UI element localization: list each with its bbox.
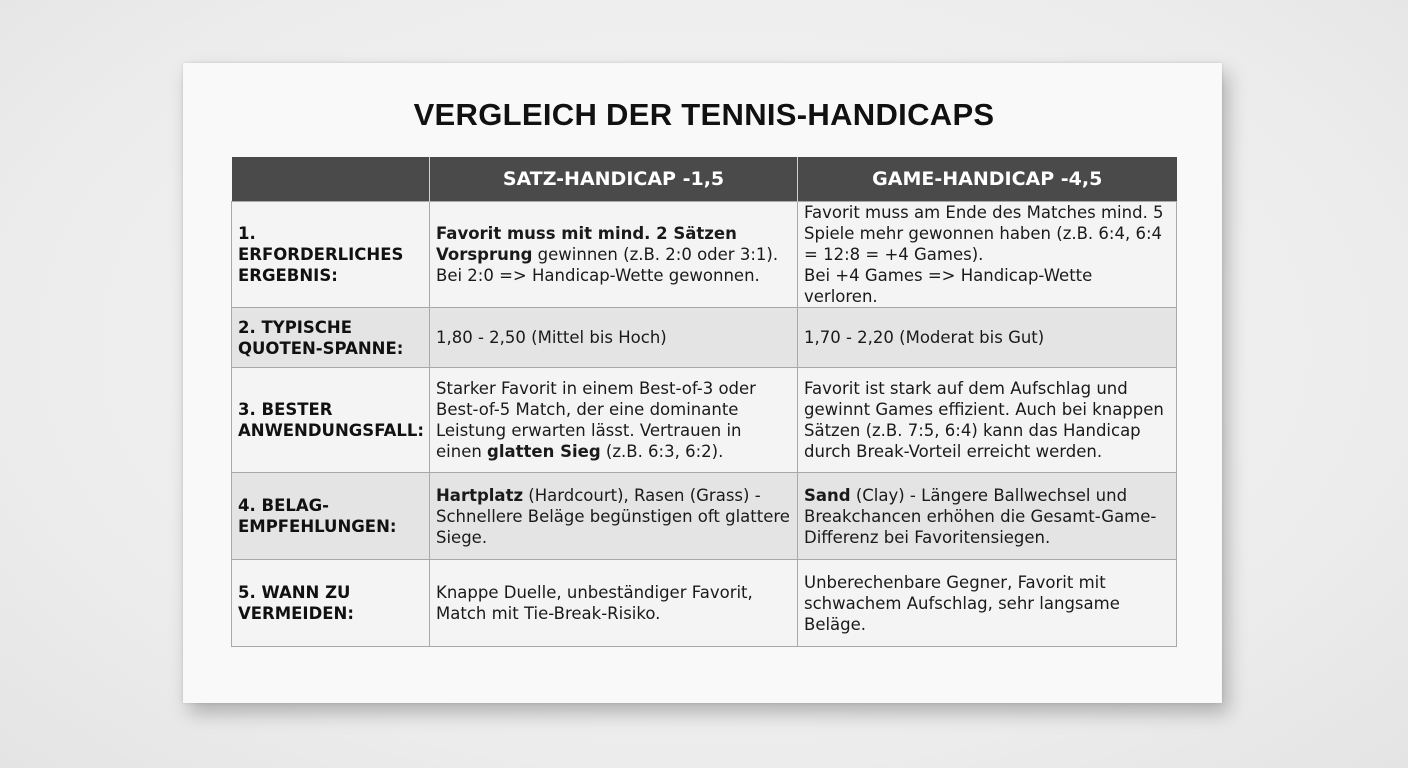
cell-game-surface bbox=[798, 473, 1177, 560]
emphasis-text: glatten Sieg bbox=[487, 442, 601, 461]
header-empty-cell bbox=[232, 157, 430, 202]
emphasis-text: Sand bbox=[804, 485, 851, 505]
cell-satz-avoid: Knappe Duelle, unbeständiger Favorit, Match mit Tie-Break-Risiko. bbox=[430, 560, 798, 647]
cell-satz-use-case bbox=[430, 368, 798, 473]
cell-text: (z.B. 6:3, 6:2). bbox=[600, 442, 724, 461]
row-label-result: 1. ERFORDERLICHES ERGEBNIS: bbox=[232, 202, 430, 308]
emphasis-text: Hartplatz bbox=[436, 485, 524, 505]
header-game-handicap: GAME-HANDICAP -4,5 bbox=[798, 157, 1177, 202]
cell-game-avoid: Unberechenbare Gegner, Favorit mit schwachem Aufschlag, sehr langsame Beläge. bbox=[798, 560, 1177, 647]
cell-text: Bei 2:0 => Handicap-Wette gewonnen. bbox=[436, 266, 760, 285]
row-label-avoid: 5. WANN ZU VERMEIDEN: bbox=[232, 560, 430, 647]
cell-text: gewinnen (z.B. 2:0 oder 3:1). bbox=[532, 245, 779, 264]
row-label-use-case: 3. BESTER ANWENDUNGSFALL: bbox=[232, 368, 430, 473]
table-row bbox=[232, 473, 1177, 560]
row-label-odds: 2. TYPISCHE QUOTEN-SPANNE: bbox=[232, 308, 430, 368]
comparison-table bbox=[231, 157, 1177, 647]
cell-text: (Clay) - Längere Ballwechsel und Breakchancen erhöhen die Gesamt-Game-Differenz bei Favoritensiegen. bbox=[804, 485, 1157, 547]
cell-satz-result bbox=[430, 202, 798, 308]
emphasis-text: Favorit muss mit mind. 2 Sätzen Vorsprung bbox=[436, 224, 737, 264]
table-row bbox=[232, 202, 1177, 308]
table-row bbox=[232, 308, 1177, 368]
header-satz-handicap: SATZ-HANDICAP -1,5 bbox=[430, 157, 798, 202]
table-row bbox=[232, 368, 1177, 473]
cell-text: (Hardcourt), Rasen (Grass) - Schnellere Beläge begünstigen oft glattere Siege. bbox=[436, 485, 790, 547]
cell-text: Bei +4 Games => Handicap-Wette verloren. bbox=[804, 266, 1093, 306]
cell-text: Starker Favorit in einem Best-of-3 oder Best-of-5 Match, der eine dominante Leistung erwarten lässt. Vertrauen in einen bbox=[436, 379, 756, 461]
table-header-row bbox=[232, 157, 1177, 202]
cell-satz-odds: 1,80 - 2,50 (Mittel bis Hoch) bbox=[430, 308, 798, 368]
cell-game-use-case: Favorit ist stark auf dem Aufschlag und gewinnt Games effizient. Auch bei knappen Sätzen (z.B. 7:5, 6:4) kann das Handicap durch Break-Vorteil erreicht werden. bbox=[798, 368, 1177, 473]
cell-game-odds: 1,70 - 2,20 (Moderat bis Gut) bbox=[798, 308, 1177, 368]
cell-text: Favorit muss am Ende des Matches mind. 5 Spiele mehr gewonnen haben (z.B. 6:4, 6:4 = 12:8 = +4 Games). bbox=[804, 203, 1164, 264]
page-title: VERGLEICH DER TENNIS-HANDICAPS bbox=[413, 97, 995, 132]
row-label-surface: 4. BELAG-EMPFEHLUNGEN: bbox=[232, 473, 430, 560]
cell-satz-surface bbox=[430, 473, 798, 560]
table-row bbox=[232, 560, 1177, 647]
cell-game-result bbox=[798, 202, 1177, 308]
